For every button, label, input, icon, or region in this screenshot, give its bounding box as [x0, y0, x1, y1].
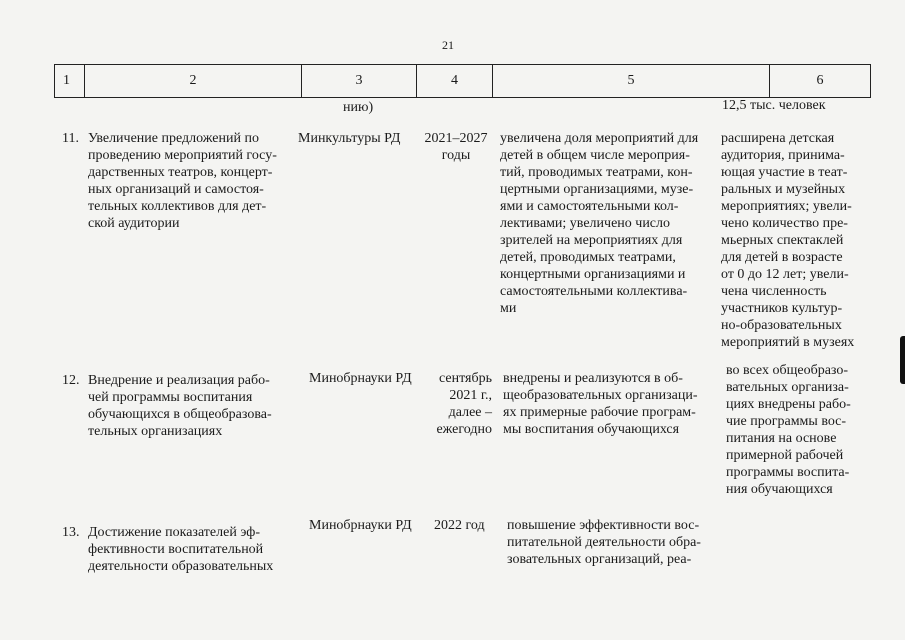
header-col-2: 2	[85, 65, 302, 98]
row-result: увеличена доля мероприятий для детей в общем числе мероприя- тий, проводимых театрами, кон- цертными организациями, музе- ями и самостоятельными кол- лективами; увеличено число зрителей на мероприятиях для детей, проводимых театрами, концертными организациями и самостоятельными коллектива- ми	[500, 131, 699, 316]
scan-edge-mark	[900, 336, 905, 384]
row-title: Достижение показателей эф- фективности воспитательной деятельности образовательных	[88, 525, 274, 574]
row-executor: Минобрнауки РД	[309, 371, 412, 386]
header-col-5: 5	[493, 65, 770, 98]
page-number: 21	[442, 38, 454, 52]
row-period: 2022 год	[434, 518, 485, 533]
header-col-3: 3	[302, 65, 417, 98]
row-executor: Минобрнауки РД	[309, 518, 412, 533]
row-period: сентябрь 2021 г., далее – ежегодно	[436, 371, 492, 437]
continuation-col5: нию)	[343, 100, 374, 115]
row-number: 12.	[62, 373, 80, 388]
column-header-table	[54, 64, 871, 98]
row-title: Увеличение предложений по проведению мероприятий госу- дарственных театров, концерт- ных организаций и самостоя- тельных коллективов для дет- ской аудитории	[88, 131, 277, 231]
row-indicator: расширена детская аудитория, принима- ющая участие в теат- ральных и музейных мероприятиях; увели- чено количество пре- мьерных спектаклей для детей в возрасте от 0 до 12 лет; увели- чена численность участников культур- но-образовательных мероприятий в музеях	[721, 131, 855, 350]
header-col-6: 6	[770, 65, 871, 98]
continuation-col6: 12,5 тыс. человек	[722, 98, 826, 113]
header-col-1: 1	[55, 65, 85, 98]
row-title: Внедрение и реализация рабо- чей программы воспитания обучающихся в общеобразова- тельных организациях	[88, 373, 272, 439]
row-indicator: во всех общеобразо- вательных организа- циях внедрены рабо- чие программы вос- питания на основе примерной рабочей программы воспита- ния обучающихся	[726, 363, 851, 497]
row-result: повышение эффективности вос- питательной деятельности обра- зовательных организаций, реа-	[507, 518, 701, 567]
row-result: внедрены и реализуются в об- щеобразовательных организаци- ях примерные рабочие програм- мы воспитания обучающихся	[503, 371, 698, 437]
header-col-4: 4	[417, 65, 493, 98]
row-period: 2021–2027 годы	[424, 131, 488, 163]
row-number: 13.	[62, 525, 80, 540]
row-number: 11.	[62, 131, 79, 146]
row-executor: Минкультуры РД	[298, 131, 401, 146]
